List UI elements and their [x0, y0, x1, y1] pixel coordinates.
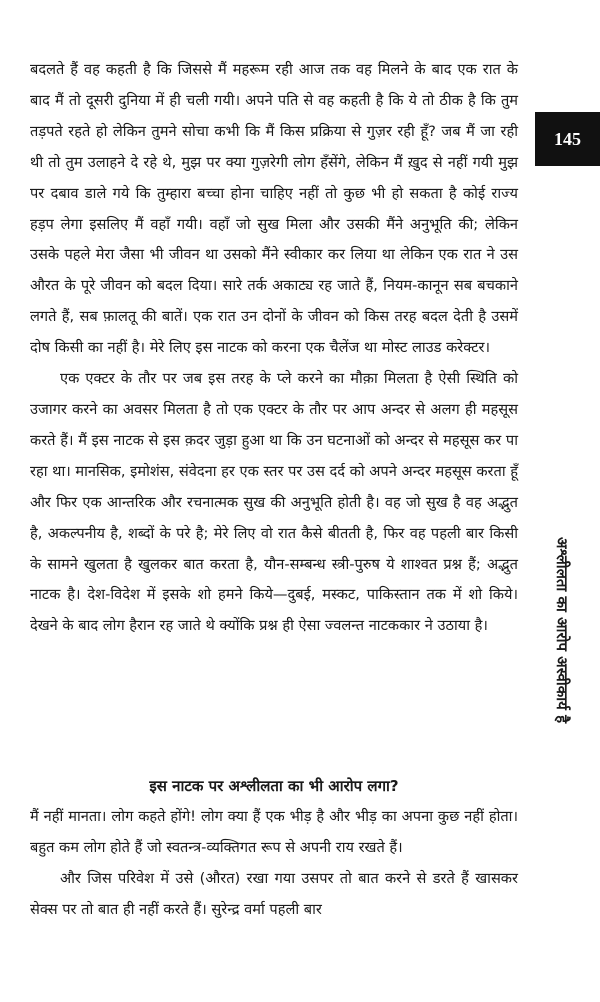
page-number: 145	[554, 128, 581, 149]
paragraph-2: एक एक्टर के तौर पर जब इस तरह के प्ले करने का मौक़ा मिलता है ऐसी स्थिति को उजागर करने का अवसर मिलता है तो एक एक्टर के तौर पर आप अन्दर से अलग ही महसूस करते हैं। मैं इस नाटक से इस क़दर जुड़ा हुआ था कि उन घटनाओं को अन्दर से महसूस कर पा रहा था। मानसिक, इमोशंस, संवेदना हर एक स्तर पर उस दर्द को अपने अन्दर महसूस करता हूँ और फिर एक आन्तरिक और रचनात्मक सुख की अनुभूति होती है। वह जो सुख है वह अद्भुत है, अकल्पनीय है, शब्दों के परे है; मेरे लिए वो रात कैसे बीतती है, फिर वह पहली बार किसी के सामने खुलता है खुलकर बात करता है, यौन-सम्बन्ध स्त्री-पुरुष ये शाश्वत प्रश्न हैं; अद्भुत नाटक है। देश-विदेश में इसके शो हमने किये—दुबई, मस्कट, पाकिस्तान तक में शो किये। देखने के बाद लोग हैरान रह जाते थे क्योंकि प्रश्न ही ऐसा ज्वलन्त नाटककार ने उठाया है।	[30, 370, 518, 635]
running-title: अश्लीलता का आरोप अस्वीकार्य है	[553, 536, 571, 724]
paragraph-3: मैं नहीं मानता। लोग कहते होंगे! लोग क्या हैं एक भीड़ है और भीड़ का अपना कुछ नहीं होता। बहुत कम लोग होते हैं जो स्वतन्त्र-व्यक्तिगत रूप से अपनी राय रखते हैं।	[30, 808, 518, 856]
interview-question: इस नाटक पर अश्लीलता का भी आरोप लगा?	[149, 777, 399, 795]
paragraph-1: बदलते हैं वह कहती है कि जिससे मैं महरूम रही आज तक वह मिलने के बाद एक रात के बाद मैं तो दूसरी दुनिया में ही चली गयी। अपने पति से वह कहती है कि ये तो ठीक है कि तुम तड़पते रहते हो लेकिन तुमने सोचा कभी कि मैं किस प्रक्रिया से गुज़र रही हूँ? जब मैं जा रही थी तो तुम उलाहने दे रहे थे, मुझ पर क्या गुज़रेगी लोग हँसेंगे, लेकिन मैं ख़ुद से नहीं गयी मुझ पर दबाव डाले गये कि तुम्हारा बच्चा होना चाहिए नहीं तो कुछ भी हो सकता है कोई राज्य हड़प लेगा इसलिए मैं वहाँ गयी। वहाँ जो सुख मिला और उसकी मैंने अनुभूति की; लेकिन उसके पहले मेरा जैसा भी जीवन था उसको मैंने स्वीकार कर लिया था लेकिन एक रात ने उस औरत के पूरे जीवन को बदल दिया। सारे तर्क अकाट्य रह जाते हैं, नियम-कानून सब बचकाने लगते हैं, सब फ़ालतू की बातें। एक रात उन दोनों के जीवन को किस तरह बदल देती है उसमें दोष किसी का नहीं है। मेरे लिए इस नाटक को करना एक चैलेंज था मोस्ट लाउड करेक्टर।	[30, 61, 518, 357]
page-number-tab	[535, 112, 600, 166]
body-text-upper	[30, 55, 518, 642]
paragraph-4: और जिस परिवेश में उसे (औरत) रखा गया उसपर तो बात करने से डरते हैं खासकर सेक्स पर तो बात ही नहीं करते हैं। सुरेन्द्र वर्मा पहली बार	[30, 869, 518, 918]
body-text-lower	[30, 802, 518, 926]
